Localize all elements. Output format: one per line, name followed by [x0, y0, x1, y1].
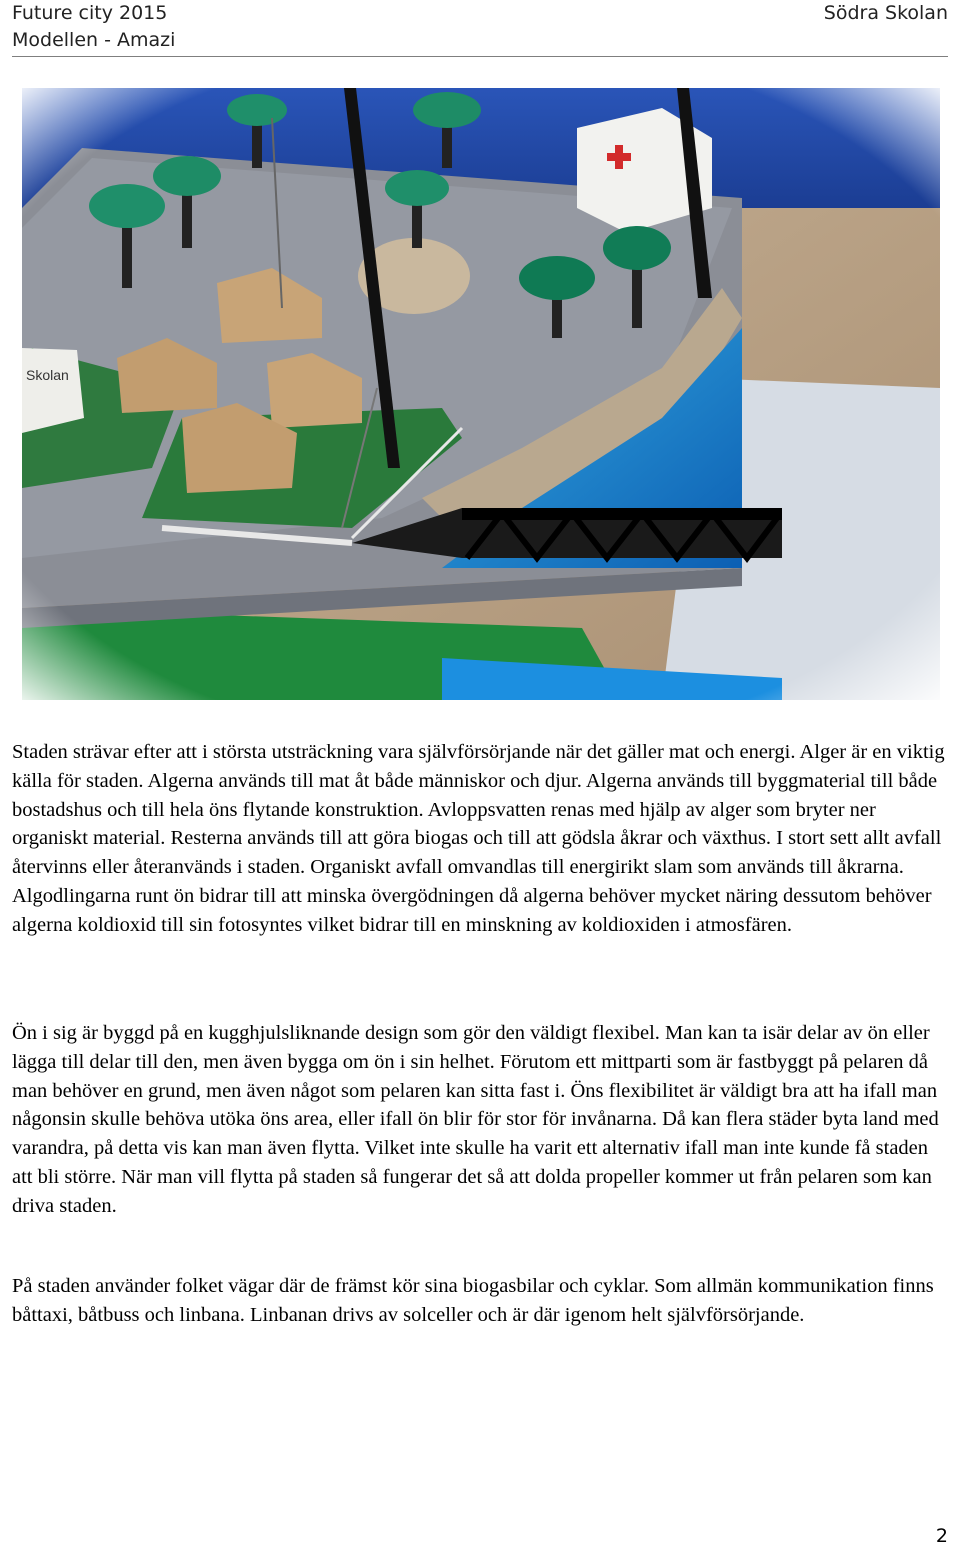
paragraph-2	[12, 1019, 952, 1221]
page-header	[12, 0, 948, 57]
paragraph-1-text: Staden strävar efter att i största utsträckning vara självförsörjande när det gäller mat och energi. Alger är en viktig källa för staden. Algerna används till mat åt både människor och djur. Algerna används till byggmaterial till både bostadshus och till hela öns flytande konstruktion. Avloppsvatten renas med hjälp av alger som bryter ner organiskt material. Resterna används till att göra biogas och till att gödsla åkrar och växthus. I stort sett allt avfall återvinns eller återanvänds i staden. Organiskt avfall omvandlas till energirikt slam som används till åkrarna. Algodlingarna runt ön bidrar till att minska övergödningen då algerna behöver mycket näring dessutom behöver algerna koldioxid till sin fotosyntes vilket bidrar till en minskning av koldioxiden i atmosfären.	[12, 741, 945, 936]
paragraph-3-text: På staden använder folket vägar där de främst kör sina biogasbilar och cyklar. Som allmän kommunikation finns båttaxi, båtbuss och linbana. Linbanan drivs av solceller och är där igenom helt självförsörjande.	[12, 1275, 934, 1326]
paragraph-2-text: Ön i sig är byggd på en kugghjulsliknande design som gör den väldigt flexibel. Man kan ta isär delar av ön eller lägga till delar till den, men även bygga om ön i sin helhet. Förutom ett mittparti som är fastbyggt på pelaren då man behöver en grund, men även något som pelaren kan sitta fast i. Öns flexibilitet är väldigt bra att ha ifall man någonsin skulle behöva utöka öns area, eller ifall ön blir för stor för invånarna. Då kan flera städer byta land med varandra, på detta vis kan man även flytta. Vilket inte skulle ha varit ett alternativ ifall man inte kunde få staden att bli större. När man vill flytta på staden så fungerar det så att dolda propeller kommer ut från pelaren som kan driva staden.	[12, 1022, 939, 1217]
paragraph-1	[12, 738, 952, 940]
page-number: 2	[935, 1525, 948, 1547]
paragraph-3	[12, 1272, 952, 1330]
city-model-photo	[22, 88, 940, 700]
city-model-illustration	[22, 88, 940, 700]
photo-vignette	[22, 88, 940, 700]
header-school: Södra Skolan	[823, 2, 948, 24]
header-title: Future city 2015	[12, 2, 168, 24]
header-subtitle: Modellen - Amazi	[12, 29, 176, 51]
